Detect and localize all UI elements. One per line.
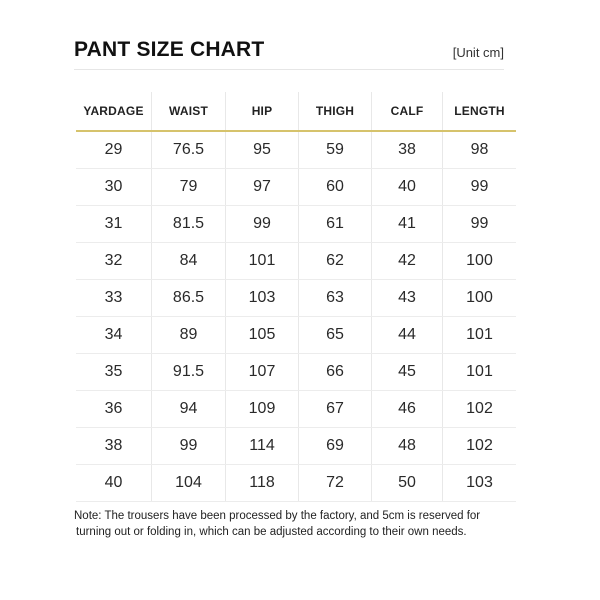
table-cell-waist: 94 bbox=[152, 391, 226, 427]
table-row bbox=[76, 243, 516, 280]
table-cell-thigh: 62 bbox=[299, 243, 372, 279]
table-cell-yardage: 29 bbox=[76, 132, 152, 168]
column-header-thigh: THIGH bbox=[299, 92, 372, 130]
table-cell-waist: 81.5 bbox=[152, 206, 226, 242]
table-row bbox=[76, 354, 516, 391]
table-cell-waist: 79 bbox=[152, 169, 226, 205]
title-divider bbox=[74, 69, 504, 70]
table-cell-thigh: 65 bbox=[299, 317, 372, 353]
table-row bbox=[76, 280, 516, 317]
note-line-1: Note: The trousers have been processed by the factory, and 5cm is reserved for bbox=[74, 510, 481, 522]
table-cell-thigh: 66 bbox=[299, 354, 372, 390]
table-cell-yardage: 32 bbox=[76, 243, 152, 279]
table-cell-calf: 38 bbox=[372, 132, 443, 168]
table-cell-length: 103 bbox=[466, 474, 493, 491]
table-cell-yardage: 36 bbox=[76, 391, 152, 427]
table-cell-hip: 114 bbox=[226, 428, 299, 464]
table-cell-hip: 105 bbox=[226, 317, 299, 353]
table-cell-thigh: 67 bbox=[299, 391, 372, 427]
table-cell-waist: 76.5 bbox=[152, 132, 226, 168]
size-table bbox=[76, 92, 516, 502]
table-cell-waist: 89 bbox=[152, 317, 226, 353]
note-text bbox=[74, 508, 534, 540]
table-cell-length: 101 bbox=[466, 326, 493, 343]
table-cell-thigh: 69 bbox=[299, 428, 372, 464]
table-cell-length: 100 bbox=[466, 252, 493, 269]
table-cell-hip: 118 bbox=[226, 465, 299, 501]
table-cell-yardage: 33 bbox=[76, 280, 152, 316]
table-cell-calf: 45 bbox=[372, 354, 443, 390]
table-cell-calf: 46 bbox=[372, 391, 443, 427]
table-cell-waist: 104 bbox=[152, 465, 226, 501]
table-cell-calf: 40 bbox=[372, 169, 443, 205]
table-cell-calf: 50 bbox=[372, 465, 443, 501]
table-cell-hip: 97 bbox=[226, 169, 299, 205]
table-row bbox=[76, 391, 516, 428]
table-cell-hip: 101 bbox=[226, 243, 299, 279]
table-cell-calf: 41 bbox=[372, 206, 443, 242]
table-cell-waist: 86.5 bbox=[152, 280, 226, 316]
table-cell-length: 99 bbox=[470, 215, 489, 232]
note-line-2: turning out or folding in, which can be adjusted according to their own needs. bbox=[76, 526, 467, 538]
table-cell-thigh: 63 bbox=[299, 280, 372, 316]
table-row bbox=[76, 465, 516, 502]
column-header-calf: CALF bbox=[372, 92, 443, 130]
table-cell-calf: 48 bbox=[372, 428, 443, 464]
table-cell-yardage: 30 bbox=[76, 169, 152, 205]
table-cell-length: 98 bbox=[470, 141, 489, 158]
table-cell-yardage: 34 bbox=[76, 317, 152, 353]
table-cell-waist: 84 bbox=[152, 243, 226, 279]
table-cell-length: 101 bbox=[466, 363, 493, 380]
page-title: PANT SIZE CHART bbox=[74, 38, 265, 61]
table-row bbox=[76, 317, 516, 354]
table-cell-length: 99 bbox=[470, 178, 489, 195]
table-cell-hip: 103 bbox=[226, 280, 299, 316]
table-cell-hip: 107 bbox=[226, 354, 299, 390]
table-cell-thigh: 72 bbox=[299, 465, 372, 501]
table-cell-hip: 109 bbox=[226, 391, 299, 427]
table-cell-thigh: 60 bbox=[299, 169, 372, 205]
table-cell-length: 100 bbox=[466, 289, 493, 306]
table-row bbox=[76, 428, 516, 465]
column-header-waist: WAIST bbox=[152, 92, 226, 130]
table-cell-waist: 99 bbox=[152, 428, 226, 464]
table-row bbox=[76, 169, 516, 206]
table-cell-calf: 43 bbox=[372, 280, 443, 316]
unit-label: [Unit cm] bbox=[452, 45, 504, 60]
table-cell-calf: 42 bbox=[372, 243, 443, 279]
table-row bbox=[76, 132, 516, 169]
table-row bbox=[76, 206, 516, 243]
table-cell-yardage: 31 bbox=[76, 206, 152, 242]
table-cell-yardage: 35 bbox=[76, 354, 152, 390]
table-cell-length: 102 bbox=[466, 437, 493, 454]
table-cell-thigh: 59 bbox=[299, 132, 372, 168]
table-header-row bbox=[76, 92, 516, 132]
table-cell-yardage: 38 bbox=[76, 428, 152, 464]
table-cell-hip: 95 bbox=[226, 132, 299, 168]
column-header-yardage: YARDAGE bbox=[76, 92, 152, 130]
table-cell-yardage: 40 bbox=[76, 465, 152, 501]
table-cell-waist: 91.5 bbox=[152, 354, 226, 390]
column-header-hip: HIP bbox=[226, 92, 299, 130]
column-header-length: LENGTH bbox=[454, 104, 505, 118]
table-cell-length: 102 bbox=[466, 400, 493, 417]
table-cell-hip: 99 bbox=[226, 206, 299, 242]
table-cell-calf: 44 bbox=[372, 317, 443, 353]
table-cell-thigh: 61 bbox=[299, 206, 372, 242]
table-body bbox=[76, 132, 516, 502]
